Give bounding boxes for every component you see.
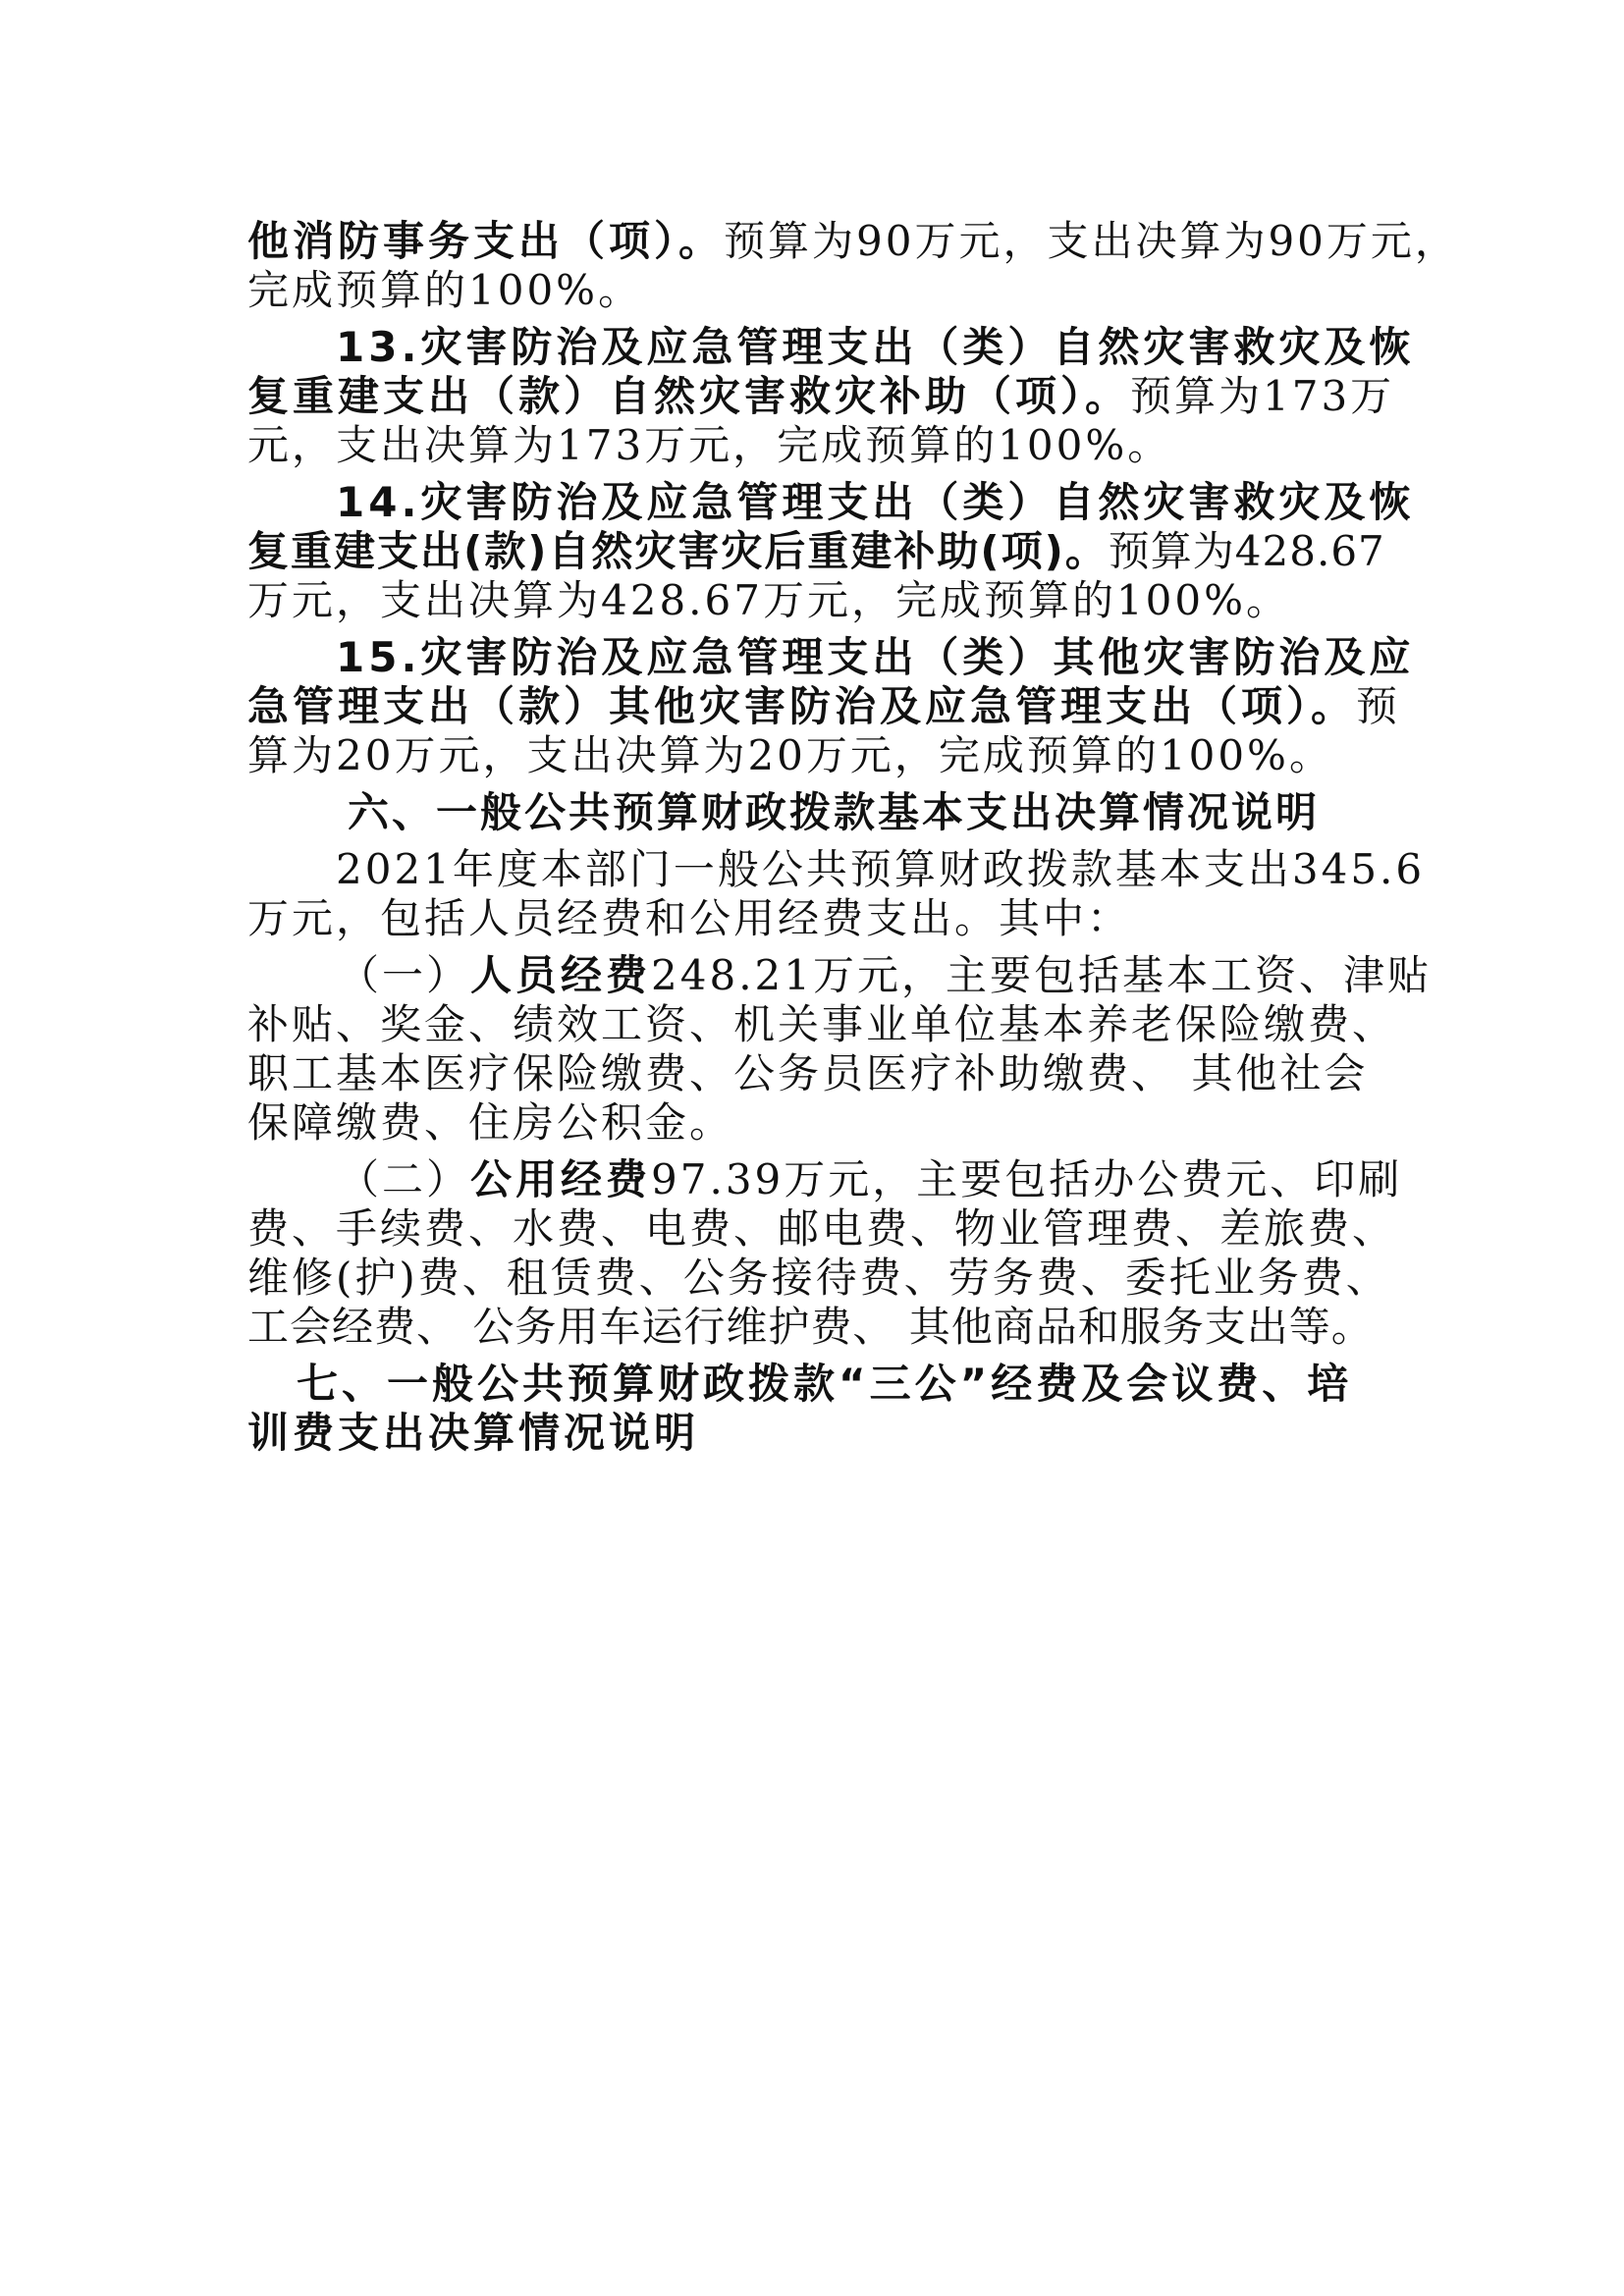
body-text: 预算为428.67 <box>1108 527 1385 575</box>
paragraph-line <box>247 261 642 320</box>
section-heading-6: 六、一般公共预算财政拨款基本支出决算情况说明 <box>348 788 1321 836</box>
bold-text: 公用经费 <box>470 1155 652 1203</box>
paragraph-line <box>247 1298 1374 1357</box>
bold-text: 急管理支出（款）其他灾害防治及应急管理支出（项）。 <box>247 682 1357 730</box>
body-text: 248.21万元，主要包括基本工资、津贴 <box>651 951 1432 999</box>
bold-text: 13.灾害防治及应急管理支出（类）自然灾害救灾及恢 <box>336 323 1415 371</box>
body-text: 补贴、奖金、绩效工资、机关事业单位基本养老保险缴费、 <box>247 1000 1397 1048</box>
bold-text: 训费支出决算情况说明 <box>247 1409 700 1457</box>
bold-text: 他消防事务支出（项）。 <box>247 217 725 265</box>
body-text: 完成预算的100%。 <box>247 266 643 314</box>
item-prefix: （一） <box>338 951 471 999</box>
paragraph-line <box>247 726 1333 785</box>
bold-text: 复重建支出(款)自然灾害灾后重建补助(项)。 <box>247 527 1109 575</box>
body-text: 保障缴费、住房公积金。 <box>247 1098 734 1147</box>
paragraph-line <box>247 1404 699 1463</box>
body-text: 元，支出决算为173万元，完成预算的100%。 <box>247 421 1172 469</box>
body-text: 算为20万元，支出决算为20万元，完成预算的100%。 <box>247 731 1333 779</box>
body-text: 费、手续费、水费、电费、邮电费、物业管理费、差旅费、 <box>247 1204 1397 1253</box>
paragraph-line <box>247 889 1131 948</box>
paragraph-line <box>247 416 1171 475</box>
body-text: 预算为173万 <box>1130 372 1395 420</box>
body-text: 维修(护)费、租赁费、公务接待费、劳务费、委托业务费、 <box>247 1254 1390 1302</box>
body-text: 97.39万元，主要包括办公费元、印刷 <box>651 1155 1403 1203</box>
bold-text: 七、一般公共预算财政拨款“三公”经费及会议费、培 <box>297 1360 1353 1408</box>
body-text: 职工基本医疗保险缴费、公务员医疗补助缴费、 其他社会 <box>247 1049 1369 1097</box>
body-text: 工会经费、 公务用车运行维护费、 其他商品和服务支出等。 <box>247 1303 1374 1351</box>
paragraph-line <box>247 1094 733 1152</box>
body-text: 预算为90万元，支出决算为90万元， <box>724 217 1459 265</box>
bold-text: 人员经费 <box>470 951 652 999</box>
body-text: 2021年度本部门一般公共预算财政拨款基本支出345.6 <box>336 845 1426 893</box>
bold-text: 15.灾害防治及应急管理支出（类）其他灾害防治及应 <box>336 633 1415 681</box>
bold-text: 复重建支出（款）自然灾害救灾补助（项）。 <box>247 372 1131 420</box>
item-prefix: （二） <box>338 1155 471 1203</box>
paragraph-line <box>247 571 1290 630</box>
body-text: 万元，包括人员经费和公用经费支出。其中： <box>247 894 1132 942</box>
bold-text: 14.灾害防治及应急管理支出（类）自然灾害救灾及恢 <box>336 478 1415 526</box>
body-text: 万元，支出决算为428.67万元，完成预算的100%。 <box>247 576 1291 624</box>
body-text: 预 <box>1356 682 1401 730</box>
